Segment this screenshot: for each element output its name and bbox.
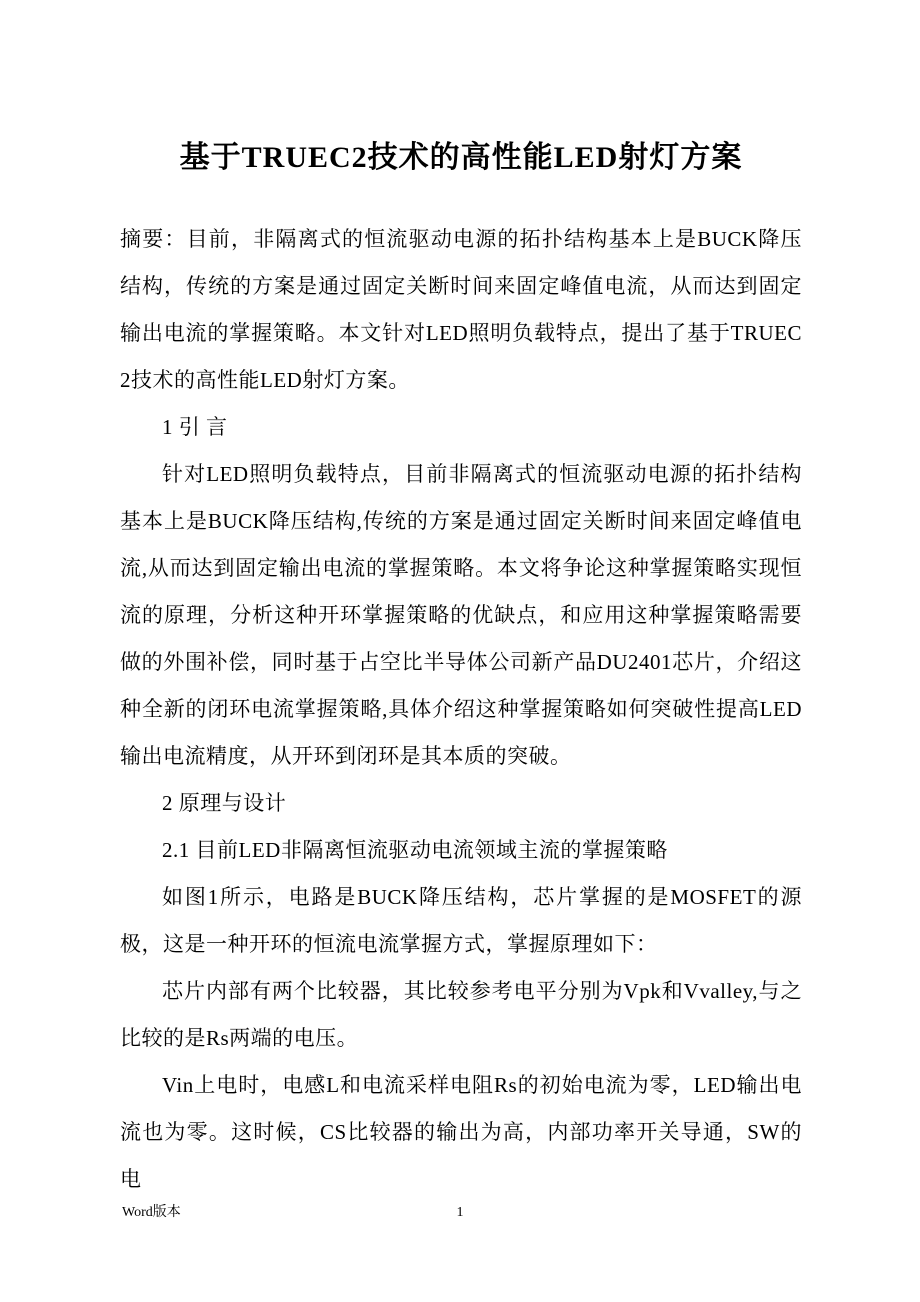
heading-section-1: 1 引 言	[162, 415, 228, 439]
paragraph-comparators: 芯片内部有两个比较器，其比较参考电平分别为Vpk和Vvalley,与之比较的是Rs两端的电压。	[120, 979, 802, 1050]
document-body	[120, 132, 802, 1203]
paragraph-introduction: 针对LED照明负载特点，目前非隔离式的恒流驱动电源的拓扑结构基本上是BUCK降压结构,传统的方案是通过固定关断时间来固定峰值电流,从而达到固定输出电流的掌握策略。本文将争论这种掌握策略实现恒流的原理，分析这种开环掌握策略的优缺点，和应用这种掌握策略需要做的外围补偿，同时基于占空比半导体公司新产品DU2401芯片，介绍这种全新的闭环电流掌握策略,具体介绍这种掌握策略如何突破性提高LED输出电流精度，从开环到闭环是其本质的突破。	[120, 462, 802, 768]
heading-section-2-1: 2.1 目前LED非隔离恒流驱动电流领域主流的掌握策略	[162, 838, 668, 862]
paragraph-abstract: 摘要：目前，非隔离式的恒流驱动电源的拓扑结构基本上是BUCK降压结构，传统的方案是通过固定关断时间来固定峰值电流，从而达到固定输出电流的掌握策略。本文针对LED照明负载特点，提出了基于TRUEC2技术的高性能LED射灯方案。	[120, 227, 802, 392]
document-title: 基于TRUEC2技术的高性能LED射灯方案	[179, 141, 743, 174]
page-number: 1	[456, 1205, 464, 1220]
paragraph-buck-structure: 如图1所示，电路是BUCK降压结构，芯片掌握的是MOSFET的源极，这是一种开环的恒流电流掌握方式，掌握原理如下：	[120, 885, 802, 956]
heading-section-2: 2 原理与设计	[162, 791, 287, 815]
paragraph-vin-power-on: Vin上电时，电感L和电流采样电阻Rs的初始电流为零，LED输出电流也为零。这时候，CS比较器的输出为高，内部功率开关导通，SW的电	[120, 1073, 802, 1191]
footer-label: Word版本	[122, 1205, 181, 1220]
